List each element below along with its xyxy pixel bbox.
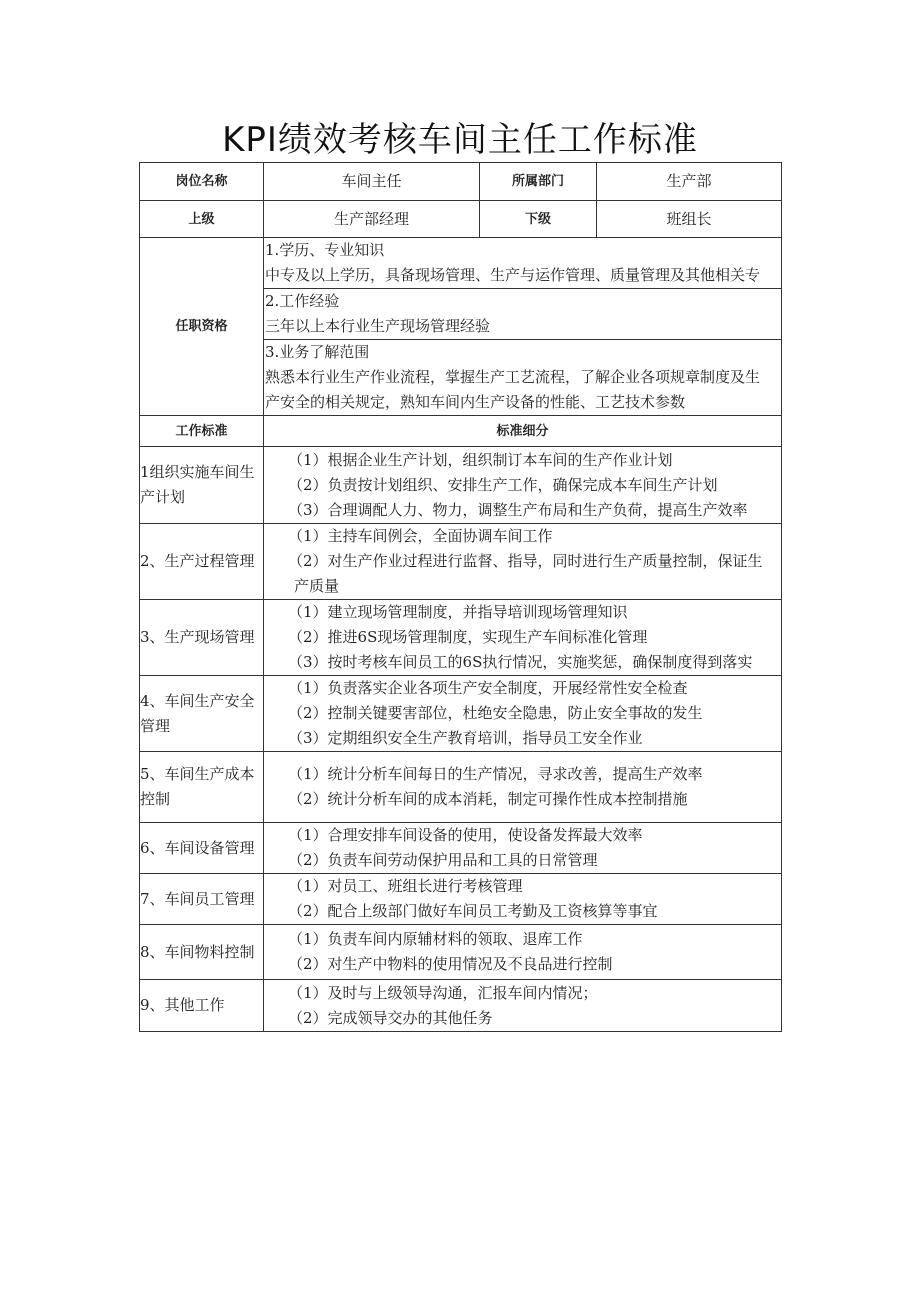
standard-item: 产质量 (294, 577, 340, 595)
standard-item: （1）及时与上级领导沟通，汇报车间内情况； (288, 983, 598, 1002)
standard-item: （1）负责车间内原辅材料的领取、退库工作 (288, 930, 583, 948)
standard-item: （1）统计分析车间每日的生产情况，寻求改善，提高生产效率 (288, 765, 703, 783)
standard-category: 7、车间员工管理 (140, 874, 264, 925)
standard-item: （2）对生产中物料的使用情况及不良品进行控制 (288, 955, 613, 973)
standard-items (264, 600, 782, 676)
qualification-scope (264, 340, 782, 416)
standard-items (264, 823, 782, 874)
superior-value: 生产部经理 (264, 201, 480, 238)
standard-item: （1）主持车间例会，全面协调车间工作 (288, 527, 553, 545)
standard-item: （1）负责落实企业各项生产安全制度，开展经常性安全检查 (288, 679, 688, 697)
qualification-text: 产安全的相关规定，熟知车间内生产设备的性能、工艺技术参数 (265, 393, 686, 411)
subordinate-value: 班组长 (597, 201, 782, 238)
subordinate-label: 下级 (480, 201, 597, 238)
dept-label: 所属部门 (480, 163, 597, 201)
standard-item: （2）负责车间劳动保护用品和工具的日常管理 (288, 851, 598, 869)
qualification-text: 三年以上本行业生产现场管理经验 (265, 317, 491, 335)
standard-item: （2）统计分析车间的成本消耗，制定可操作性成本控制措施 (288, 790, 688, 808)
standard-items (264, 524, 782, 600)
standard-items (264, 752, 782, 823)
superior-label: 上级 (140, 201, 264, 238)
standard-item: （1）建立现场管理制度，并指导培训现场管理知识 (288, 603, 628, 621)
table-row (140, 676, 782, 752)
qualification-label: 任职资格 (140, 238, 264, 416)
page-title: KPI绩效考核车间主任工作标准 (222, 120, 698, 160)
standard-item: （2）控制关键要害部位，杜绝安全隐患，防止安全事故的发生 (288, 704, 703, 722)
standard-item: （2）完成领导交办的其他任务 (288, 1008, 493, 1027)
standard-item: （3）定期组织安全生产教育培训，指导员工安全作业 (288, 729, 643, 747)
job-standard-table (139, 162, 782, 1032)
standard-category: 1组织实施车间生产计划 (140, 447, 264, 524)
standard-category: 8、车间物料控制 (140, 925, 264, 980)
qualification-heading: 2.工作经验 (265, 292, 340, 310)
qualification-row-1 (140, 238, 782, 289)
standard-items (264, 676, 782, 752)
table-row (140, 447, 782, 524)
table-row (140, 524, 782, 600)
qualification-text: 中专及以上学历，具备现场管理、生产与运作管理、质量管理及其他相关专 (265, 266, 761, 284)
standard-item: （3）按时考核车间员工的6S执行情况，实施奖惩，确保制度得到落实 (288, 653, 753, 671)
standard-items (264, 447, 782, 524)
standard-items (264, 925, 782, 980)
standard-item: （3）合理调配人力、物力，调整生产布局和生产负荷，提高生产效率 (288, 500, 748, 519)
standard-category: 4、车间生产安全管理 (140, 676, 264, 752)
table-row (140, 874, 782, 925)
standard-items (264, 874, 782, 925)
table-row (140, 823, 782, 874)
position-label: 岗位名称 (140, 163, 264, 201)
header-row-1 (140, 163, 782, 201)
standard-item: （1）根据企业生产计划，组织制订本车间的生产作业计划 (288, 450, 673, 469)
standards-header-row (140, 416, 782, 447)
table-row (140, 925, 782, 980)
standard-items (264, 980, 782, 1032)
standard-item: （1）合理安排车间设备的使用，使设备发挥最大效率 (288, 826, 643, 844)
standard-item: （2）推进6S现场管理制度，实现生产车间标准化管理 (288, 628, 648, 646)
standard-category: 6、车间设备管理 (140, 823, 264, 874)
standard-category: 3、生产现场管理 (140, 600, 264, 676)
position-value: 车间主任 (264, 163, 480, 201)
table-row (140, 600, 782, 676)
standard-item: （2）负责按计划组织、安排生产工作，确保完成本车间生产计划 (288, 475, 718, 494)
standard-category: 9、其他工作 (140, 980, 264, 1032)
table-row (140, 980, 782, 1032)
header-row-2 (140, 201, 782, 238)
standard-category: 5、车间生产成本控制 (140, 752, 264, 823)
standard-item: （1）对员工、班组长进行考核管理 (288, 877, 523, 895)
standard-item: （2）配合上级部门做好车间员工考勤及工资核算等事宜 (288, 902, 658, 920)
standard-category: 2、生产过程管理 (140, 524, 264, 600)
qualification-experience (264, 289, 782, 340)
standards-col1-header: 工作标准 (140, 416, 264, 447)
standards-col2-header: 标准细分 (264, 416, 782, 447)
standard-item: （2）对生产作业过程进行监督、指导，同时进行生产质量控制，保证生 (288, 552, 763, 570)
table-row (140, 752, 782, 823)
qualification-heading: 3.业务了解范围 (265, 343, 370, 361)
dept-value: 生产部 (597, 163, 782, 201)
qualification-heading: 1.学历、专业知识 (265, 241, 385, 259)
qualification-education (264, 238, 782, 289)
qualification-text: 熟悉本行业生产作业流程，掌握生产工艺流程，了解企业各项规章制度及生 (265, 368, 761, 386)
